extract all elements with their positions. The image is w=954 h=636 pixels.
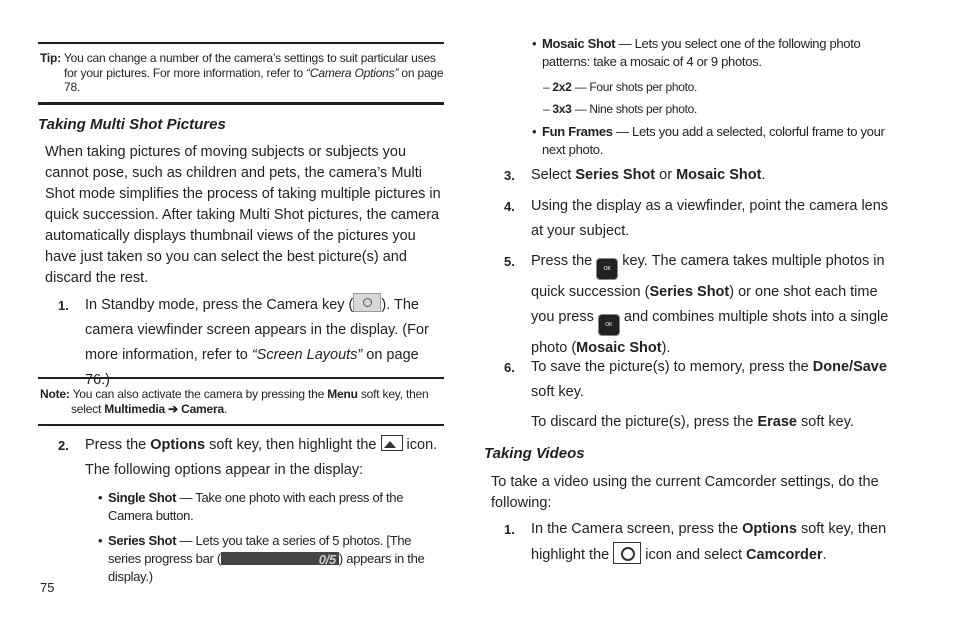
step-text: To save the picture(s) to memory, press the xyxy=(531,359,813,375)
step-text: ). The camera viewfinder screen appears in the display. (For more information, refer to xyxy=(85,297,429,363)
step-text: In the Camera screen, press the xyxy=(531,521,743,537)
camera-mode-icon xyxy=(613,542,641,564)
bullet-text: — Lets you take a series of 5 photos. [The series progress bar ( xyxy=(108,533,412,566)
menu-key-label: Menu xyxy=(327,387,358,401)
save-key-label: Save xyxy=(853,359,887,375)
note-box xyxy=(38,377,444,426)
bullet-icon: • xyxy=(532,124,537,139)
camera-key-icon xyxy=(353,293,381,312)
step-text: In Standby mode, press the Camera key ( xyxy=(85,297,354,313)
step-text: ). xyxy=(661,340,671,356)
bullet-text: — Take one photo with each press of the Camera button. xyxy=(108,490,404,523)
note-text: . xyxy=(223,401,228,416)
tip-text: You can change a number of the camera’s settings to suit particular uses for your pictures. For more information, refer to xyxy=(63,51,436,80)
section-heading: Taking Multi Shot Pictures xyxy=(38,116,226,133)
step-number: 3. xyxy=(504,168,515,183)
page-number: 75 xyxy=(40,580,55,595)
erase-key-label: Erase xyxy=(757,414,797,430)
done-key-label: Done xyxy=(812,359,850,375)
camera-label: Camera xyxy=(181,401,224,416)
bullet-text: — Lets you select one of the following photo patterns: take a mosaic of 4 or 9 photos. xyxy=(542,36,861,69)
sub-text: — Nine shots per photo. xyxy=(571,102,698,116)
sub-title: 3x3 xyxy=(552,102,572,116)
sub-2x2 xyxy=(543,78,697,96)
step-text: Select xyxy=(531,167,576,183)
tip-box xyxy=(38,42,444,105)
step-text: soft key, then highlight the xyxy=(205,437,381,453)
bullet-icon: • xyxy=(98,533,103,548)
multimedia-label: Multimedia xyxy=(104,401,165,416)
bullet-title: Series Shot xyxy=(108,533,177,548)
step-text: key. The camera takes multiple photos in quick succession ( xyxy=(531,253,885,300)
bullet-text: ) appears in the display.) xyxy=(108,551,425,584)
bullet-title: Fun Frames xyxy=(542,124,613,139)
step-text: Press the xyxy=(85,437,151,453)
step-number: 6. xyxy=(504,360,515,375)
step-text: on page 76.) xyxy=(85,347,419,388)
sub-title: 2x2 xyxy=(552,80,572,94)
step-number: 2. xyxy=(58,438,69,453)
sub-text: — Four shots per photo. xyxy=(571,80,698,94)
tip-suffix: on page 78. xyxy=(64,65,444,94)
dash-icon: – xyxy=(543,80,553,94)
arrow-icon: ➔ xyxy=(164,401,182,416)
intro-paragraph: When taking pictures of moving subjects or subjects you cannot pose, such as children and pets, the camera’s Multi Shot mode simplifies the process of taking multiple pictures in quick succession. After taking Multi Shot pictures, the camera automatically displays thumbnail views of the pictures you have just taken so you can select the best picture(s) and discard the rest. xyxy=(45,144,441,286)
step-number: 1. xyxy=(58,298,69,313)
step-text: soft key, then highlight the xyxy=(531,521,887,563)
tip-link[interactable]: “Camera Options” xyxy=(306,65,399,80)
slash: / xyxy=(849,359,854,375)
bullet-title: Single Shot xyxy=(108,490,177,505)
step-number: 1. xyxy=(504,522,515,537)
options-key-label: Options xyxy=(742,521,797,537)
videos-intro: To take a video using the current Camcorder settings, do the following: xyxy=(491,474,879,511)
tip-label: Tip: xyxy=(40,51,61,65)
step-text: ) or one shot each time you press xyxy=(531,284,878,325)
note-text: You can also activate the camera by pressing the xyxy=(72,387,328,401)
ok-key-icon: OK xyxy=(598,314,620,336)
step-text: soft key. xyxy=(796,414,854,430)
series-shot-label: Series Shot xyxy=(575,167,656,183)
bullet-icon: • xyxy=(532,36,537,51)
step-text: icon and select xyxy=(641,547,747,563)
step-text: . xyxy=(822,547,827,563)
step-text: . xyxy=(761,167,766,183)
series-progress-bar xyxy=(221,552,339,565)
series-shot-label: Series Shot xyxy=(649,284,730,300)
section-heading-videos: Taking Videos xyxy=(484,445,585,462)
bullet-text: — Lets you add a selected, colorful frame to your next photo. xyxy=(542,124,885,157)
step-text: Using the display as a viewfinder, point the camera lens at your subject. xyxy=(531,198,889,239)
bullet-title: Mosaic Shot xyxy=(542,36,616,51)
note-text: soft key, then select xyxy=(71,387,429,416)
step-number: 5. xyxy=(504,254,515,269)
step-text: soft key. xyxy=(531,384,584,400)
step-text: and combines multiple shots into a single photo ( xyxy=(531,309,889,356)
note-label: Note: xyxy=(40,387,70,401)
progress-label: 0/5 xyxy=(318,552,336,567)
dash-icon: – xyxy=(543,102,553,116)
options-key-label: Options xyxy=(150,437,206,453)
step-text: To discard the picture(s), press the xyxy=(531,414,758,430)
step-number: 4. xyxy=(504,199,515,214)
step-text: or xyxy=(655,167,677,183)
mosaic-shot-label: Mosaic Shot xyxy=(676,167,762,183)
screen-layouts-link[interactable]: “Screen Layouts” xyxy=(251,347,363,363)
bullet-icon: • xyxy=(98,490,103,505)
ok-key-icon: OK xyxy=(596,258,618,280)
mosaic-shot-label: Mosaic Shot xyxy=(576,340,662,356)
step-6-discard xyxy=(531,410,901,435)
sub-3x3 xyxy=(543,100,697,118)
camcorder-label: Camcorder xyxy=(746,547,823,563)
step-text: Press the xyxy=(531,253,597,269)
step-text: icon. The following options appear in the display: xyxy=(85,437,438,478)
picture-icon xyxy=(381,435,403,451)
